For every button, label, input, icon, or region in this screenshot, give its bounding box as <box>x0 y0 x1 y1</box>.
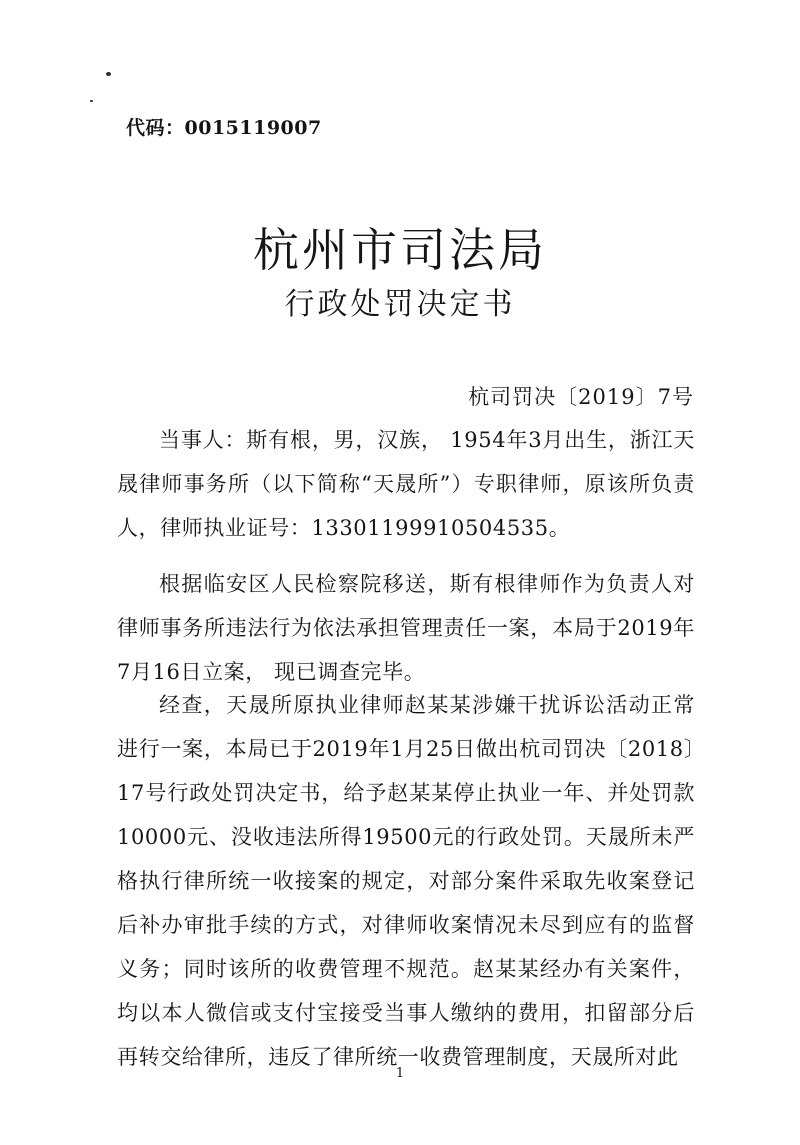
page-number: 1 <box>395 1066 405 1081</box>
scan-speck-1 <box>106 72 111 76</box>
findings-paragraph: 经查，天晟所原执业律师赵某某涉嫌干扰诉讼活动正常进行一案，本局已于2019年1月25日做出杭司罚决〔2018〕17号行政处罚决定书，给予赵某某停止执业一年、并处罚款10000元、没收违法所得19500元的行政处罚。天晟所未严格执行律所统一收接案的规定，对部分案件采取先收案登记后补办审批手续的方式，对律师收案情况未尽到应有的监督义务；同时该所的收费管理不规范。赵某某经办有关案件，均以本人微信或支付宝接受当事人缴纳的费用，扣留部分后再转交给律所，违反了律所统一收费管理制度，天晟所对此 <box>117 693 695 1069</box>
issuing-authority-title: 杭州市司法局 <box>253 223 547 277</box>
case-filing-paragraph: 根据临安区人民检察院移送，斯有根律师作为负责人对律师事务所违法行为依法承担管理责任一案，本局于2019年7月16日立案， 现已调查完毕。 <box>117 572 695 684</box>
party-paragraph: 当事人：斯有根，男，汉族， 1954年3月出生，浙江天晟律师事务所（以下简称“天晟所”）专职律师，原该所负责人，律师执业证号：13301199910504535。 <box>117 428 695 540</box>
document-type-subtitle: 行政处罚决定书 <box>284 287 516 322</box>
scan-speck-2 <box>90 100 93 102</box>
document-number: 杭司罚决〔2019〕7号 <box>468 385 694 409</box>
document-code: 代码：0015119007 <box>126 117 322 139</box>
